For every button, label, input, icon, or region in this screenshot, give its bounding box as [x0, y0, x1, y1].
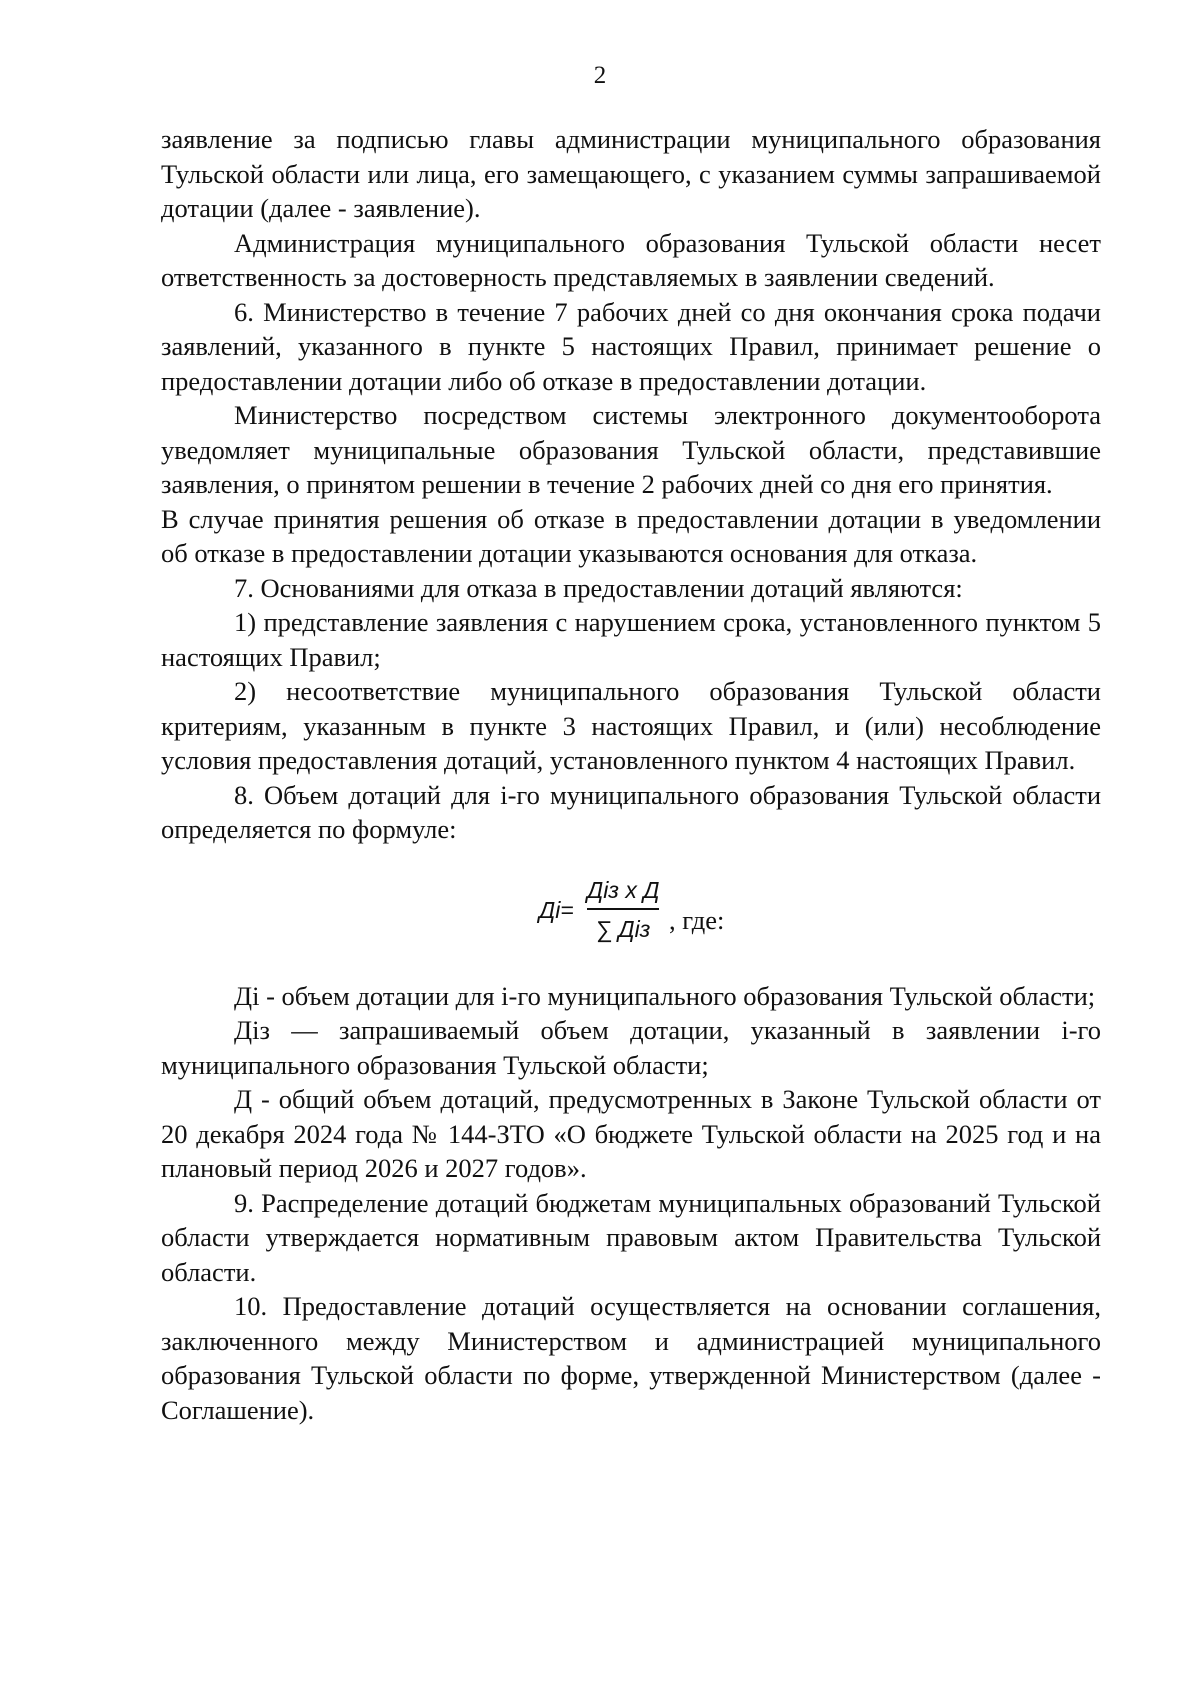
formula-block	[161, 873, 1101, 942]
paragraph: заявление за подписью главы администрации муниципального образования Тульской области или лица, его замещающего, с указанием суммы запрашиваемой дотации (далее - заявление).	[161, 124, 1101, 223]
formula-lhs: Дi=	[539, 896, 574, 923]
paragraph-item-10: 10. Предоставление дотаций осуществляется на основании соглашения, заключенного между Министерством и администрацией муниципального образования Тульской области по форме, утвержденной Министерством (далее - Соглашение).	[161, 1291, 1101, 1425]
definition-di: Дi - объем дотации для i-го муниципального образования Тульской области;	[234, 980, 1096, 1011]
paragraph-subitem-1: 1) представление заявления с нарушением срока, установленного пунктом 5 настоящих Правил;	[161, 607, 1101, 672]
paragraph: Министерство посредством системы электронного документооборота уведомляет муниципальные образования Тульской области, представившие заявления, о принятом решении в течение 2 рабочих дней со дня его принятия.	[161, 400, 1101, 499]
definition-diz: Дiз — запрашиваемый объем дотации, указанный в заявлении i-го муниципального образования Тульской области;	[161, 1015, 1101, 1080]
paragraph: Администрация муниципального образования Тульской области несет ответственность за достоверность представляемых в заявлении сведений.	[161, 227, 1101, 292]
formula-tail: , где:	[669, 904, 725, 935]
paragraph-subitem-2: 2) несоответствие муниципального образования Тульской области критериям, указанным в пункте 3 настоящих Правил, и (или) несоблюдение условия предоставления дотаций, установленного пунктом 4 настоящих Правил.	[161, 676, 1101, 775]
formula-numerator: Дiз x Д	[587, 873, 659, 911]
page-number: 2	[593, 62, 607, 89]
paragraph: В случае принятия решения об отказе в предоставлении дотации в уведомлении об отказе в предоставлении дотации указываются основания для отказа.	[161, 503, 1101, 568]
paragraph-item-9: 9. Распределение дотаций бюджетам муниципальных образований Тульской области утверждается нормативным правовым актом Правительства Тульской области.	[161, 1187, 1101, 1287]
paragraph-item-7: 7. Основаниями для отказа в предоставлении дотаций являются:	[234, 572, 963, 603]
document-body	[161, 122, 1101, 1427]
paragraph-item-8: 8. Объем дотаций для i-го муниципального образования Тульской области определяется по формуле:	[161, 779, 1101, 844]
formula-fraction	[587, 873, 659, 947]
formula-denominator: ∑ Дiз	[595, 916, 651, 942]
definition-d: Д - общий объем дотаций, предусмотренных в Законе Тульской области от 20 декабря 2024 года № 144-ЗТО «О бюджете Тульской области на 2025 год и на плановый период 2026 и 2027 годов».	[161, 1084, 1101, 1183]
paragraph-item-6: 6. Министерство в течение 7 рабочих дней со дня окончания срока подачи заявлений, указанного в пункте 5 настоящих Правил, принимает решение о предоставлении дотации либо об отказе в предоставлении дотации.	[161, 296, 1101, 396]
